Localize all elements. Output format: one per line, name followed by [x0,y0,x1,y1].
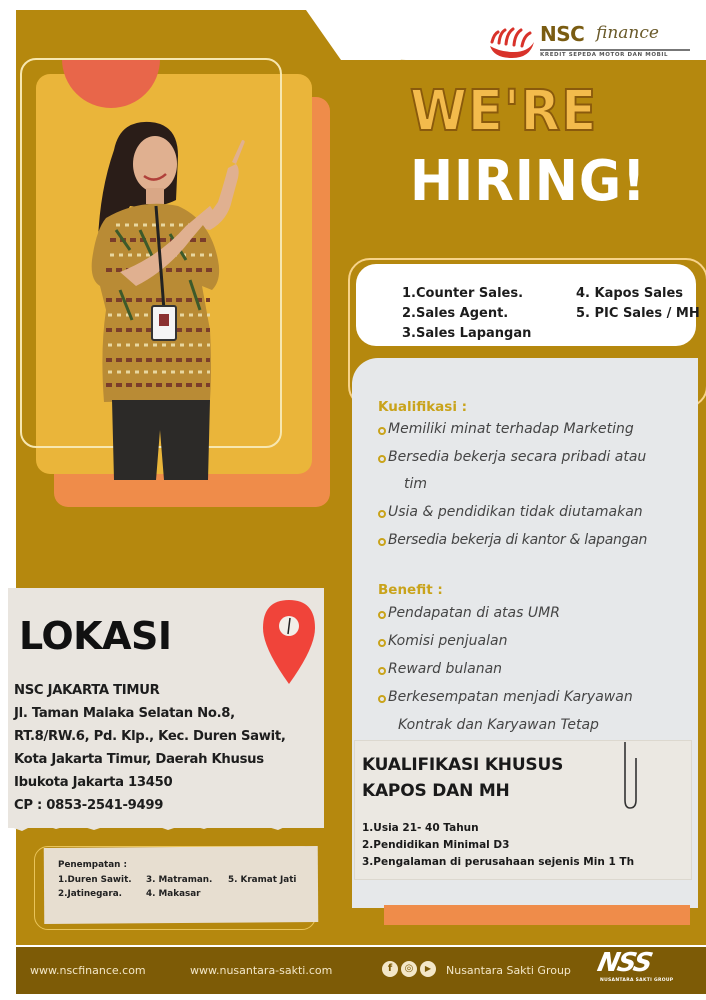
headline-hiring: HIRING! [410,149,647,214]
bullet-icon [378,611,386,619]
placement-item: 4. Makasar [146,889,201,899]
website-nusantara-sakti-link[interactable]: www.nusantara-sakti.com [190,964,333,977]
special-qualification-item: 1.Usia 21- 40 Tahun [362,822,479,834]
headline-were: WE'RE [410,79,598,144]
bullet-icon [378,667,386,675]
nsc-flame-logo-icon [484,24,540,64]
facebook-icon[interactable]: f [382,961,398,977]
nss-group-logo: NSS NUSANTARA SAKTI GROUP [594,948,674,983]
special-qualification-item: 2.Pendidikan Minimal D3 [362,839,510,851]
employee-photo [60,110,280,480]
placement-item: 3. Matraman. [146,875,213,885]
position-item: 5. PIC Sales / MH [576,306,700,321]
location-branch: NSC JAKARTA TIMUR [14,683,160,698]
brand-tagline: KREDIT SEPEDA MOTOR DAN MOBIL [540,52,669,58]
bullet-icon [378,538,386,546]
benefit-item: Pendapatan di atas UMR [378,605,698,625]
placement-item: 1.Duren Sawit. [58,875,132,885]
benefit-item: Komisi penjualan [378,633,698,653]
bullet-icon [378,639,386,647]
special-qualification-item: 3.Pengalaman di perusahaan sejenis Min 1 Th [362,856,635,868]
position-item: 2.Sales Agent. [402,306,509,321]
group-name: Nusantara Sakti Group [446,964,571,977]
placement-item: 2.Jatinegara. [58,889,122,899]
location-address-line: Ibukota Jakarta 13450 [14,775,173,790]
brand-name-suffix: finance [596,23,659,43]
position-item: 4. Kapos Sales [576,286,684,301]
placement-card [44,846,319,924]
location-address-line: Jl. Taman Malaka Selatan No.8, [14,706,235,721]
placement-heading: Penempatan : [58,860,128,870]
placement-item: 5. Kramat Jati [228,875,297,885]
qualification-item: Memiliki minat terhadap Marketing [378,421,698,441]
benefits-heading: Benefit : [378,582,443,598]
qualification-item: Usia & pendidikan tidak diutamakan [378,504,698,524]
brand-name: NSC [540,22,585,46]
logo-divider [540,49,690,51]
location-title: LOKASI [19,614,172,658]
instagram-icon[interactable]: ◎ [401,961,417,977]
contact-phone: CP : 0853-2541-9499 [14,798,164,813]
nsc-finance-logo [484,24,694,64]
website-nscfinance-link[interactable]: www.nscfinance.com [30,964,146,977]
bullet-icon [378,510,386,518]
map-pin-icon [261,598,317,686]
qualification-item: Bersedia bekerja secara pribadi atau tim [378,449,698,495]
location-address-line: Kota Jakarta Timur, Daerah Khusus [14,752,264,767]
qualifications-heading: Kualifikasi : [378,399,468,415]
bullet-icon [378,427,386,435]
special-qualifications-title: KUALIFIKASI KHUSUS KAPOS DAN MH [362,755,564,801]
special-qualifications-card [354,740,692,880]
benefit-item: Reward bulanan [378,661,698,681]
bullet-icon [378,695,386,703]
youtube-icon[interactable]: ▶ [420,961,436,977]
torn-paper-edge [8,814,324,836]
qualification-item: Bersedia bekerja di kantor & lapangan [378,532,698,552]
benefit-item: Berkesempatan menjadi Karyawan Kontrak dan Karyawan Tetap [378,689,698,735]
paperclip-icon [620,742,640,812]
position-item: 3.Sales Lapangan [402,326,532,341]
position-item: 1.Counter Sales. [402,286,524,301]
bullet-icon [378,455,386,463]
location-address-line: RT.8/RW.6, Pd. Klp., Kec. Duren Sawit, [14,729,286,744]
decorative-orange-strip [384,905,690,925]
